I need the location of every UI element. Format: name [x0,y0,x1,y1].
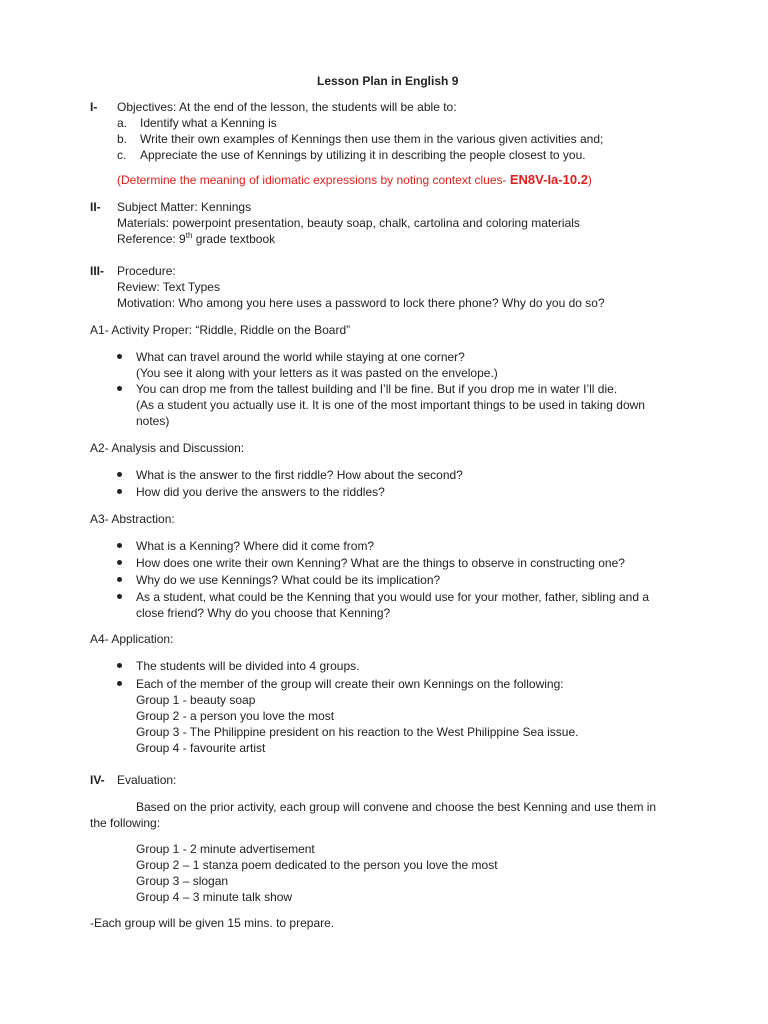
objective-a-letter: a. [117,116,128,130]
competency-close-paren: ) [587,173,592,187]
a3-bullet-2: How does one write their own Kenning? What are the things to observe in constructing one? [136,556,625,570]
a4-heading: A4- Application: [90,632,174,646]
a3-bullet-4-line-2: close friend? Why do you choose that Kenning? [136,606,391,620]
bullet-icon [117,386,122,391]
subject-matter: Subject Matter: Kennings [117,200,252,214]
a2-bullet-2: How did you derive the answers to the riddles? [136,485,385,499]
evaluation-group-3: Group 3 – slogan [136,874,229,888]
bullet-icon [117,489,122,494]
a2-bullet-1: What is the answer to the first riddle? How about the second? [136,468,463,482]
reference-prefix: Reference: 9 [117,232,186,246]
bullet-icon [117,543,122,548]
bullet-icon [117,577,122,582]
reference [117,232,275,246]
evaluation-heading: Evaluation: [117,773,177,787]
bullet-icon [117,663,122,668]
reference-suffix: grade textbook [192,232,276,246]
objective-a-text: Identify what a Kenning is [140,116,277,130]
bullet-icon [117,354,122,359]
bullet-icon [117,594,122,599]
bullet-icon [117,560,122,565]
competency-line [117,173,592,187]
bullet-icon [117,472,122,477]
a1-bullet-1-note: (You see it along with your letters as it was pasted on the envelope.) [136,366,498,380]
objective-b-text: Write their own examples of Kennings then use them in the various given activities and; [140,132,604,146]
a3-heading: A3- Abstraction: [90,512,175,526]
materials: Materials: powerpoint presentation, beauty soap, chalk, cartolina and coloring materials [117,216,580,230]
a4-group-2: Group 2 - a person you love the most [136,709,335,723]
objective-c-letter: c. [117,148,127,162]
a3-bullet-4-line-1: As a student, what could be the Kenning that you would use for your mother, father, sibling and a [136,590,649,604]
page-title: Lesson Plan in English 9 [317,74,459,88]
competency-text: Determine the meaning of idiomatic expressions by noting context clues- [121,173,510,187]
evaluation-group-4: Group 4 – 3 minute talk show [136,890,293,904]
a4-bullet-1: The students will be divided into 4 groups. [136,659,360,673]
review: Review: Text Types [117,280,220,294]
a2-heading: A2- Analysis and Discussion: [90,441,245,455]
a4-group-3: Group 3 - The Philippine president on his reaction to the West Philippine Sea issue. [136,725,579,739]
competency-code: EN8V-Ia-10.2 [509,172,588,187]
section-4-numeral: IV- [90,773,105,787]
objective-b-letter: b. [117,132,128,146]
a1-bullet-2-note-line-1: (As a student you actually use it. It is one of the most important things to be used in taking down [136,398,645,412]
a4-group-4: Group 4 - favourite artist [136,741,266,755]
procedure-label: Procedure: [117,264,176,278]
section-3-numeral: III- [90,264,104,278]
bullet-icon [117,681,122,686]
a1-bullet-2-note-line-2: notes) [136,414,170,428]
closing-note: -Each group will be given 15 mins. to prepare. [90,916,335,930]
objectives-intro: Objectives: At the end of the lesson, the students will be able to: [117,100,457,114]
a4-bullet-2: Each of the member of the group will create their own Kennings on the following: [136,677,564,691]
a1-bullet-1: What can travel around the world while staying at one corner? [136,350,465,364]
a4-group-1: Group 1 - beauty soap [136,693,256,707]
motivation: Motivation: Who among you here uses a password to lock there phone? Why do you do so? [117,296,605,310]
objective-c-text: Appreciate the use of Kennings by utilizing it in describing the people closest to you. [140,148,586,162]
a3-bullet-1: What is a Kenning? Where did it come from? [136,539,375,553]
a3-bullet-3: Why do we use Kennings? What could be its implication? [136,573,441,587]
reference-superscript: th [185,231,193,240]
evaluation-paragraph-line-1: Based on the prior activity, each group will convene and choose the best Kenning and use them in [136,800,657,814]
section-1-numeral: I- [90,100,98,114]
evaluation-group-1: Group 1 - 2 minute advertisement [136,842,315,856]
evaluation-group-2: Group 2 – 1 stanza poem dedicated to the person you love the most [136,858,498,872]
evaluation-paragraph-line-2: the following: [90,816,161,830]
a1-heading: A1- Activity Proper: “Riddle, Riddle on the Board” [90,323,351,337]
section-2-numeral: II- [90,200,101,214]
a1-bullet-2: You can drop me from the tallest building and I’ll be fine. But if you drop me in water I’ll die. [136,382,618,396]
competency-open-paren: ( [117,173,121,187]
